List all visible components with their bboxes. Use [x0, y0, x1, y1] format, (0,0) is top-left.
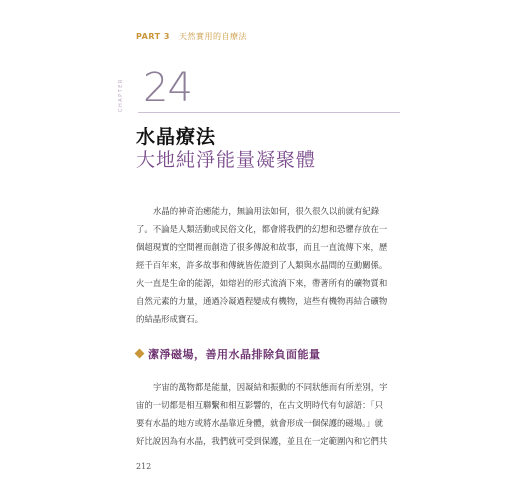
paragraph-line: 個超現實的空間裡而創造了很多傳說和故事，而且一直流傳下來，歷 — [136, 242, 388, 252]
part-label: PART 3 — [136, 32, 170, 41]
chapter-title: 水晶療法 — [136, 126, 217, 148]
paragraph-line: 了。不論是人類活動或民俗文化，都會將我們的幻想和恐懼存放在一 — [136, 224, 388, 234]
paragraph-line: 火一直是生命的能源，如熔岩的形式流淌下來，帶著所有的礦物質和 — [136, 278, 388, 288]
section-heading — [136, 346, 321, 362]
paragraph-1 — [136, 202, 398, 328]
paragraph-line: 的結晶形成寶石。 — [136, 314, 203, 324]
chapter-word: CHAPTER — [118, 78, 124, 112]
paragraph-line: 宙的一切都是相互聯繫和相互影響的，在古文明時代有句諺語：「只 — [136, 400, 384, 410]
paragraph-line: 好比說因為有水晶，我們就可受到保護，並且在一定範圍內和它們共 — [136, 436, 388, 446]
paragraph-line: 要有水晶的地方或將水晶靠近身體，就會形成一個保護的磁場。」就 — [136, 418, 384, 428]
chapter-divider — [138, 112, 400, 113]
paragraph-line: 水晶的神奇治癒能力，無論用法如何，很久很久以前就有紀錄 — [153, 206, 380, 216]
diamond-bullet-icon — [135, 349, 145, 359]
chapter-number: 24 — [143, 65, 192, 111]
section-heading-text: 潔淨磁場，善用水晶排除負面能量 — [148, 348, 321, 361]
paragraph-line: 宇宙的萬物都是能量，因凝結和振動的不同狀態而有所差別，宇 — [153, 382, 388, 392]
running-head — [136, 31, 247, 42]
paragraph-line: 自然元素的力量，通過冷凝過程變成有機物，這些有機物再結合礦物 — [136, 296, 388, 306]
part-title: 天然實用的自療法 — [178, 32, 247, 41]
chapter-subtitle: 大地純淨能量凝聚體 — [136, 149, 317, 171]
paragraph-2 — [136, 378, 398, 450]
paragraph-line: 經千百年來，許多故事和傳統皆佐證到了人類與水晶間的互動關係。 — [136, 260, 388, 270]
page-number: 212 — [136, 462, 152, 471]
